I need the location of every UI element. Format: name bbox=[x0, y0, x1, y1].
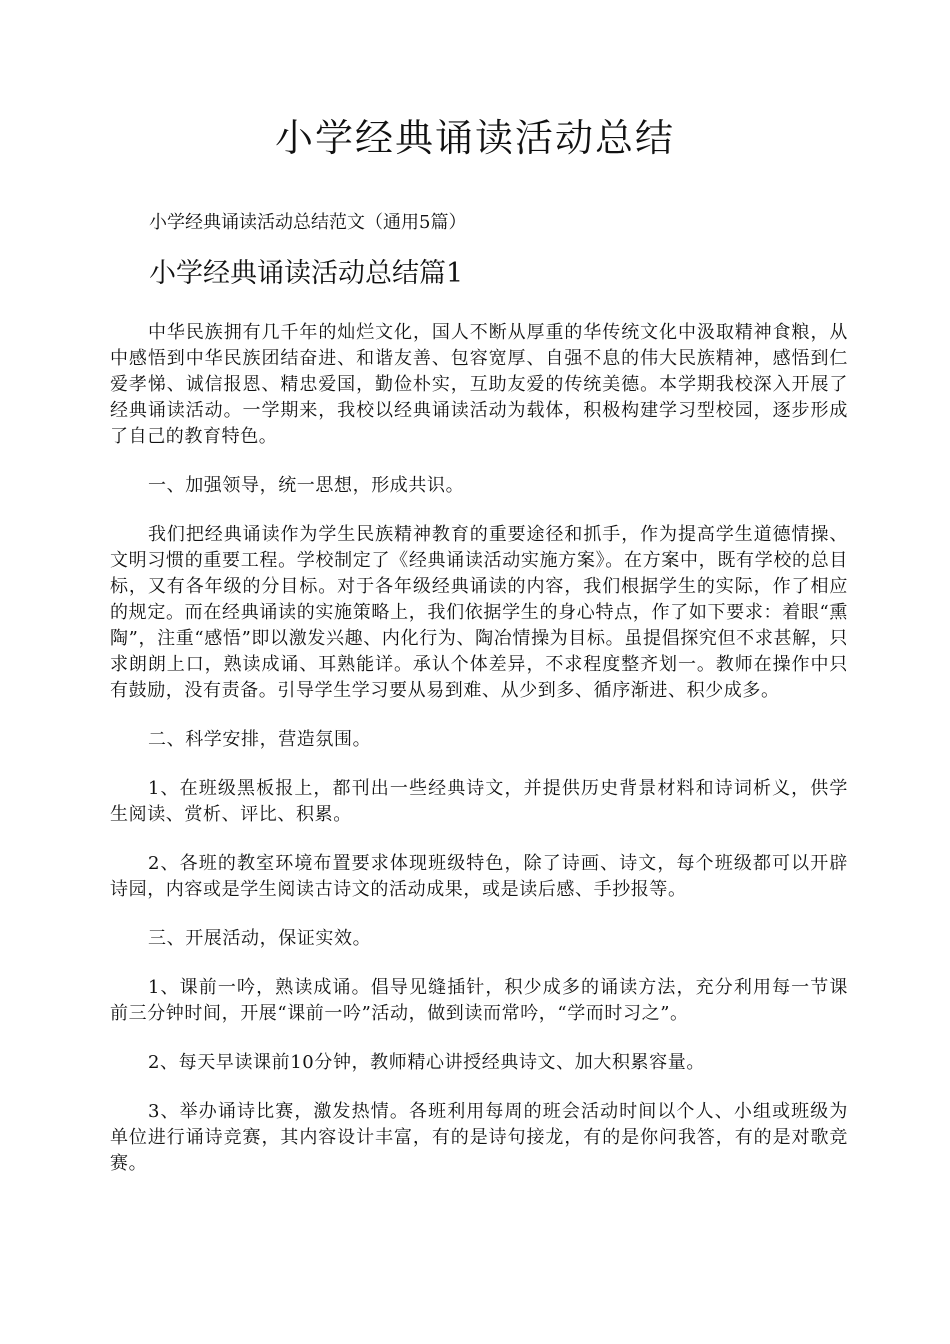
paragraph-part-3-item-1: 1、课前一吟，熟读成诵。倡导见缝插针，积少成多的诵读方法，充分利用每一节课前三分钟时间，开展“课前一吟”活动，做到读而常吟，“学而时习之”。 bbox=[110, 977, 848, 1024]
paragraph-part-3-item-2: 2、每天早读课前10分钟，教师精心讲授经典诗文、加大积累容量。 bbox=[148, 1052, 705, 1073]
document-subtitle: 小学经典诵读活动总结范文（通用5篇） bbox=[149, 212, 467, 233]
paragraph-part-2-item-2: 2、各班的教室环境布置要求体现班级特色，除了诗画、诗文，每个班级都可以开辟诗园，内容或是学生阅读古诗文的活动成果，或是读后感、手抄报等。 bbox=[110, 853, 848, 900]
heading-part-1: 一、加强领导，统一思想，形成共识。 bbox=[148, 475, 465, 496]
section-heading: 小学经典诵读活动总结篇1 bbox=[149, 258, 464, 289]
paragraph-part-3-item-3: 3、举办诵诗比赛，激发热情。各班利用每周的班会活动时间以个人、小组或班级为单位进行诵诗竞赛，其内容设计丰富，有的是诗句接龙，有的是你问我答，有的是对歌竞赛。 bbox=[110, 1101, 848, 1174]
heading-part-3: 三、开展活动，保证实效。 bbox=[148, 928, 372, 949]
paragraph-part-2-item-1: 1、在班级黑板报上，都刊出一些经典诗文，并提供历史背景材料和诗词析义，供学生阅读、赏析、评比、积累。 bbox=[110, 778, 848, 825]
paragraph-part-1: 我们把经典诵读作为学生民族精神教育的重要途径和抓手，作为提高学生道德情操、文明习惯的重要工程。学校制定了《经典诵读活动实施方案》。在方案中，既有学校的总目标，又有各年级的分目标。对于各年级经典诵读的内容，我们根据学生的实际，作了相应的规定。而在经典诵读的实施策略上，我们依据学生的身心特点，作了如下要求：着眼“熏陶”，注重“感悟”即以激发兴趣、内化行为、陶冶情操为目标。虽提倡探究但不求甚解，只求朗朗上口，熟读成诵、耳熟能详。承认个体差异，不求程度整齐划一。教师在操作中只有鼓励，没有责备。引导学生学习要从易到难、从少到多、循序渐进、积少成多。 bbox=[110, 524, 848, 701]
paragraph-intro: 中华民族拥有几千年的灿烂文化，国人不断从厚重的华传统文化中汲取精神食粮，从中感悟到中华民族团结奋进、和谐友善、包容宽厚、自强不息的伟大民族精神，感悟到仁爱孝悌、诚信报恩、精忠爱国，勤俭朴实，互助友爱的传统美德。本学期我校深入开展了经典诵读活动。一学期来，我校以经典诵读活动为载体，积极构建学习型校园，逐步形成了自己的教育特色。 bbox=[110, 322, 848, 447]
document-body bbox=[110, 320, 848, 1200]
document-title: 小学经典诵读活动总结 bbox=[274, 116, 675, 160]
heading-part-2: 二、科学安排，营造氛围。 bbox=[148, 729, 372, 750]
